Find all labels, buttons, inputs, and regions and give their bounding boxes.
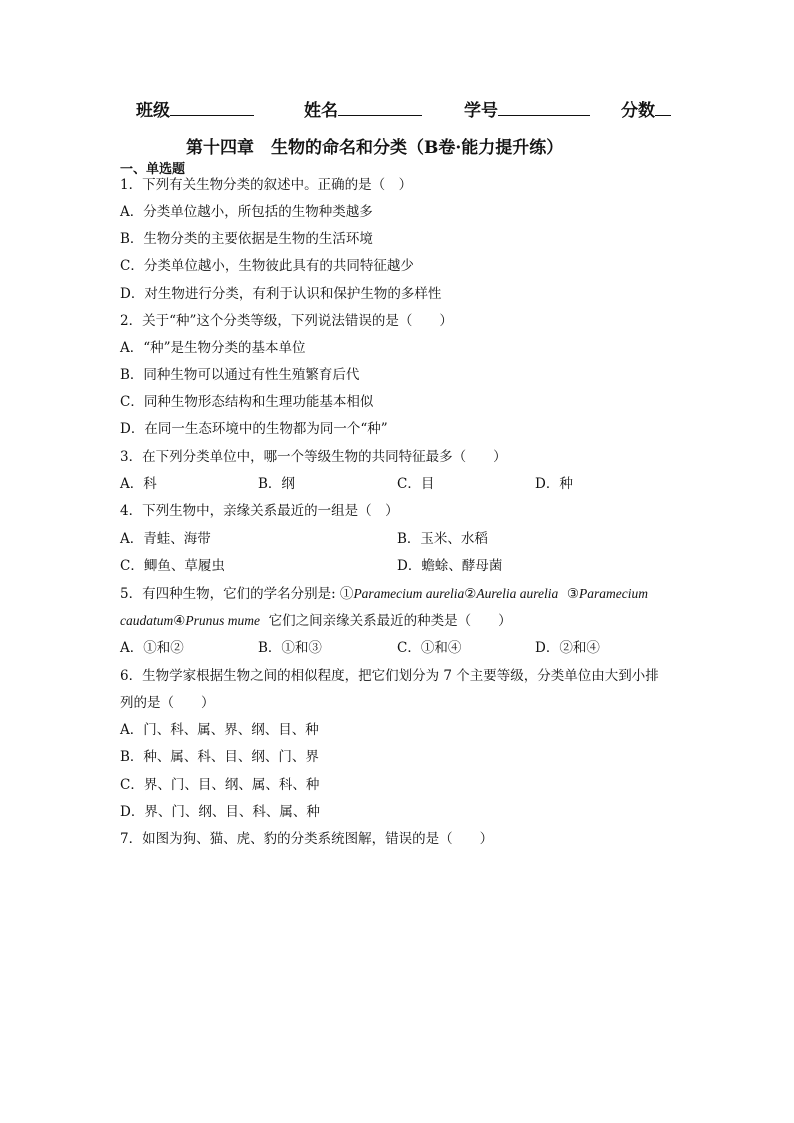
q3-option-c: C．目 (397, 476, 435, 492)
q6-option-c: C．界、门、目、纲、属、科、种 (120, 777, 320, 793)
q5-mark-3: ③ (566, 586, 579, 602)
q1-option-d: D．对生物进行分类，有利于认识和保护生物的多样性 (120, 286, 442, 302)
q5-option-d: D．②和④ (535, 640, 600, 656)
score-blank[interactable] (655, 97, 671, 116)
class-field (136, 96, 254, 121)
q2-option-c: C．同种生物形态结构和生理功能基本相似 (120, 394, 374, 410)
q2-stem: 2．关于“种”这个分类等级，下列说法错误的是（ ） (120, 313, 453, 329)
q3-stem: 3．在下列分类单位中，哪一个等级生物的共同特征最多（ ） (120, 449, 507, 465)
q2-option-d: D．在同一生态环境中的生物都为同一个“种” (120, 421, 388, 437)
student-id-label: 学号 (464, 101, 498, 121)
q5-option-a: A．①和② (120, 640, 184, 656)
q1-option-b: B．生物分类的主要依据是生物的生活环境 (120, 231, 373, 247)
student-id-field (464, 96, 590, 121)
q3-option-a: A．科 (120, 476, 157, 492)
score-field (621, 96, 671, 121)
q5-stem-suffix: 它们之间亲缘关系最近的种类是（ ） (268, 613, 512, 629)
q6-option-b: B．种、属、科、目、纲、门、界 (120, 749, 319, 765)
q1-option-a: A．分类单位越小，所包括的生物种类越多 (120, 204, 373, 220)
q6-option-d: D．界、门、纲、目、科、属、种 (120, 804, 320, 820)
q1-stem: 1．下列有关生物分类的叙述中。正确的是（ ） (120, 177, 413, 193)
q2-option-b: B．同种生物可以通过有性生殖繁育后代 (120, 367, 360, 383)
name-field (304, 96, 422, 121)
q3-option-d: D．种 (535, 476, 573, 492)
q5-name-1: Paramecium aurelia (353, 586, 465, 601)
q5-mark-2: ② (464, 586, 477, 602)
q5-option-c: C．①和④ (397, 640, 462, 656)
q6-stem-line2: 列的是（ ） (120, 695, 215, 711)
student-info-header (136, 96, 696, 122)
q5-name-2: Aurelia aurelia (476, 586, 559, 601)
chapter-title: 第十四章 生物的命名和分类（B卷·能力提升练） (186, 138, 564, 158)
section-heading: 一、单选题 (120, 162, 186, 177)
q4-option-a: A．青蛙、海带 (120, 531, 211, 547)
q1-option-c: C．分类单位越小，生物彼此具有的共同特征越少 (120, 258, 414, 274)
q4-option-c: C．鲫鱼、草履虫 (120, 558, 225, 574)
student-id-blank[interactable] (498, 97, 590, 116)
q3-option-b: B．纲 (258, 476, 295, 492)
q4-stem: 4．下列生物中，亲缘关系最近的一组是（ ） (120, 503, 399, 519)
class-blank[interactable] (170, 97, 254, 116)
score-label: 分数 (621, 101, 655, 121)
q6-stem-line1: 6．生物学家根据生物之间的相似程度，把它们划分为 7 个主要等级，分类单位由大到小排 (120, 668, 659, 684)
q2-option-a: A．“种”是生物分类的基本单位 (120, 340, 306, 356)
q5-mark-4: ④ (173, 613, 186, 629)
q4-option-b: B．玉米、水稻 (397, 531, 488, 547)
q4-option-d: D．蟾蜍、酵母菌 (397, 558, 503, 574)
name-label: 姓名 (304, 101, 338, 121)
class-label: 班级 (136, 101, 170, 121)
name-blank[interactable] (338, 97, 422, 116)
q5-stem-line1 (120, 584, 648, 604)
q6-option-a: A．门、科、属、界、纲、目、种 (120, 722, 319, 738)
q5-name-3b: caudatum (120, 613, 174, 628)
q5-option-b: B．①和③ (258, 640, 322, 656)
q5-stem-line2 (120, 611, 512, 631)
q5-name-4: Prunus mume (185, 613, 260, 628)
q7-stem: 7．如图为狗、猫、虎、豹的分类系统图解，错误的是（ ） (120, 831, 494, 847)
q5-name-3a: Paramecium (578, 586, 648, 601)
q5-stem-prefix: 5．有四种生物，它们的学名分别是: ① (120, 586, 354, 602)
